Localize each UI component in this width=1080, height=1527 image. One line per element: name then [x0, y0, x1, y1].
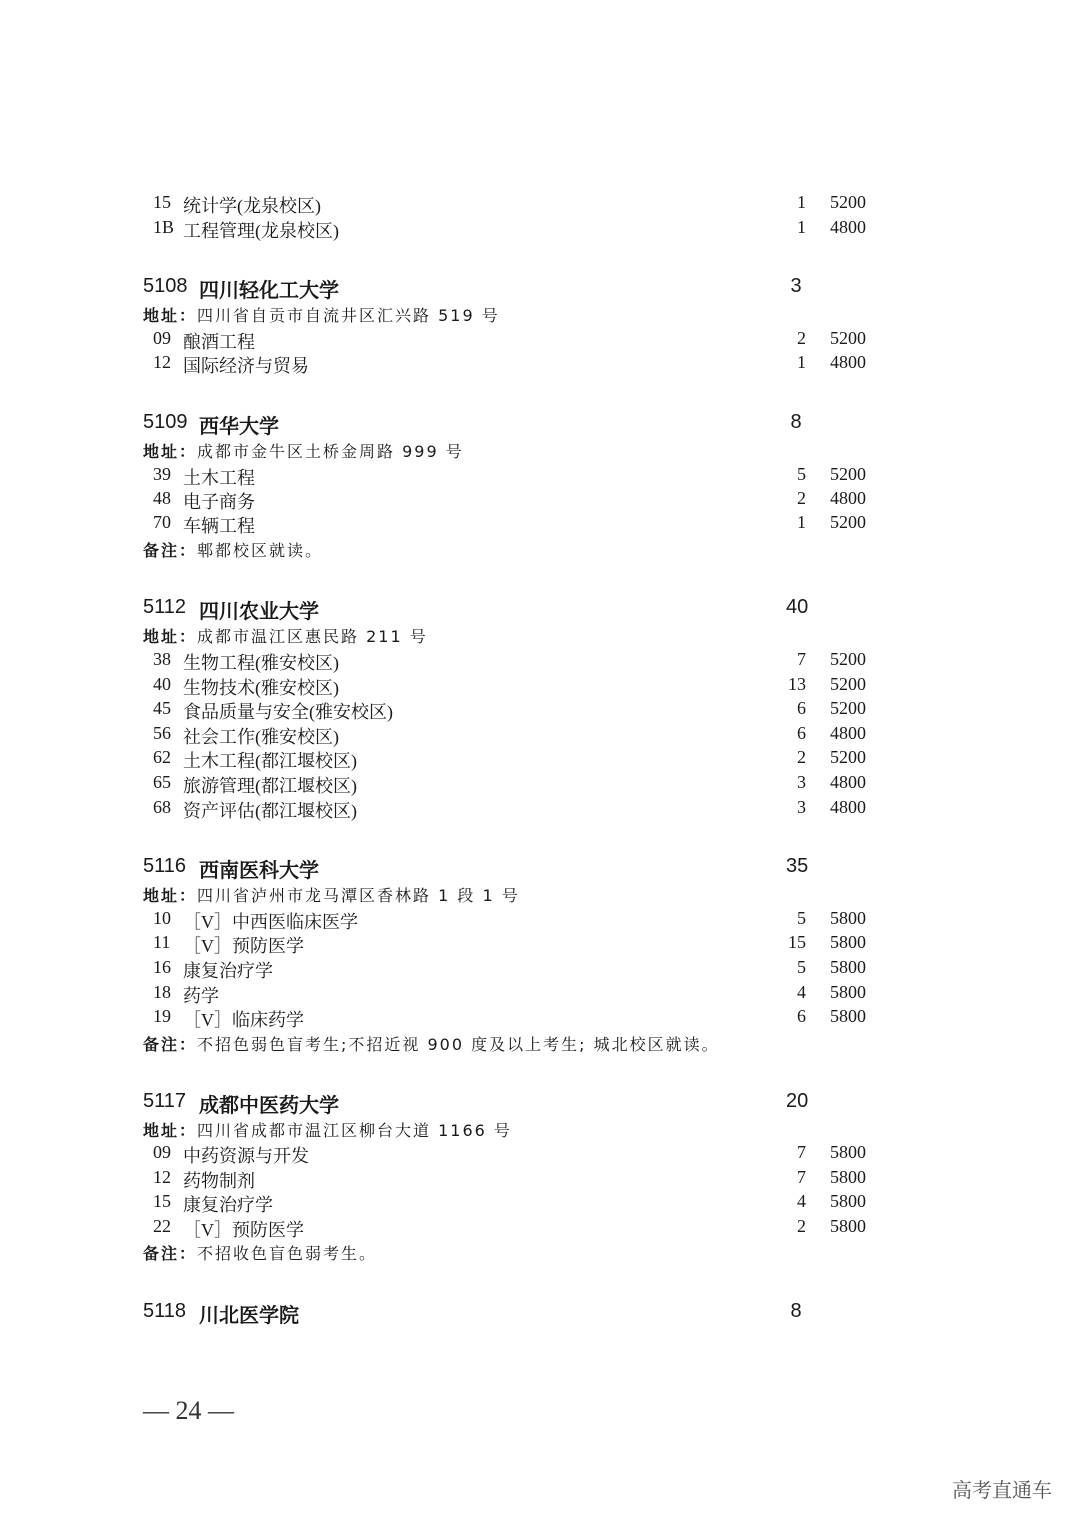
- major-count: 2: [797, 747, 806, 767]
- major-row: [0, 797, 1080, 823]
- address-label: 地址：: [143, 627, 198, 646]
- major-code: 70: [153, 512, 171, 532]
- major-name: 车辆工程: [183, 516, 255, 536]
- major-fee: 5800: [830, 1006, 866, 1026]
- major-row: [0, 512, 1080, 538]
- major-row: [0, 1167, 1080, 1193]
- institution-code: 5108: [143, 275, 188, 297]
- institution-header: [143, 1090, 943, 1120]
- institution-note: [143, 1241, 377, 1267]
- major-fee: 5800: [830, 1167, 866, 1187]
- institution-name: 西南医科大学: [199, 858, 319, 882]
- major-name: 土木工程: [183, 468, 255, 488]
- institution-header: [143, 1300, 943, 1330]
- note-text: 郫都校区就读。: [197, 541, 324, 560]
- major-row: [0, 649, 1080, 675]
- major-count: 5: [797, 957, 806, 977]
- major-count: 1: [797, 192, 806, 212]
- address-text: 成都市温江区惠民路 211 号: [197, 627, 428, 646]
- major-row: [0, 772, 1080, 798]
- major-name: 药学: [183, 986, 219, 1006]
- major-code: 38: [153, 649, 171, 669]
- institution-address: [143, 439, 464, 465]
- major-name: 生物技术(雅安校区): [183, 678, 339, 698]
- major-name: 资产评估(都江堰校区): [183, 801, 357, 821]
- major-fee: 5800: [830, 1216, 866, 1236]
- major-fee: 5800: [830, 957, 866, 977]
- major-row: [0, 908, 1080, 934]
- major-fee: 4800: [830, 352, 866, 372]
- major-count: 7: [797, 1167, 806, 1187]
- major-name: 生物工程(雅安校区): [183, 653, 339, 673]
- major-count: 1: [797, 512, 806, 532]
- major-count: 6: [797, 723, 806, 743]
- major-row: [0, 723, 1080, 749]
- institution-name: 四川轻化工大学: [199, 278, 339, 302]
- note-label: 备注：: [143, 541, 198, 560]
- major-count: 2: [797, 1216, 806, 1236]
- major-fee: 4800: [830, 772, 866, 792]
- institution-total: 3: [790, 275, 802, 297]
- major-fee: 4800: [830, 797, 866, 817]
- major-fee: 5200: [830, 512, 866, 532]
- major-row: [0, 1142, 1080, 1168]
- institution-note: [143, 1032, 720, 1058]
- major-name: 社会工作(雅安校区): [183, 727, 339, 747]
- major-fee: 4800: [830, 723, 866, 743]
- major-count: 4: [797, 982, 806, 1002]
- major-count: 1: [797, 217, 806, 237]
- major-code: 09: [153, 328, 171, 348]
- major-row: [0, 1191, 1080, 1217]
- page-number: — 24 —: [143, 1396, 234, 1425]
- major-name: 国际经济与贸易: [183, 356, 309, 376]
- major-code: 09: [153, 1142, 171, 1162]
- major-name: 工程管理(龙泉校区): [183, 221, 339, 241]
- institution-name: 西华大学: [199, 414, 279, 438]
- institution-header: [143, 275, 943, 305]
- major-count: 1: [797, 352, 806, 372]
- major-fee: 4800: [830, 217, 866, 237]
- address-label: 地址：: [143, 442, 198, 461]
- institution-header: [143, 596, 943, 626]
- major-code: 45: [153, 698, 171, 718]
- major-code: 12: [153, 1167, 171, 1187]
- major-fee: 5200: [830, 464, 866, 484]
- major-row: [0, 698, 1080, 724]
- major-code: 12: [153, 352, 171, 372]
- institution-total: 20: [786, 1090, 809, 1112]
- major-fee: 5200: [830, 674, 866, 694]
- major-row: [0, 488, 1080, 514]
- note-text: 不招色弱色盲考生;不招近视 900 度及以上考生; 城北校区就读。: [197, 1035, 720, 1054]
- major-row: [0, 464, 1080, 490]
- address-text: 成都市金牛区土桥金周路 999 号: [197, 442, 464, 461]
- major-code: 62: [153, 747, 171, 767]
- major-row: [0, 674, 1080, 700]
- major-code: 56: [153, 723, 171, 743]
- major-name: ［V］预防医学: [183, 936, 304, 956]
- major-code: 1B: [153, 217, 175, 237]
- major-count: 7: [797, 649, 806, 669]
- major-fee: 5800: [830, 982, 866, 1002]
- address-text: 四川省成都市温江区柳台大道 1166 号: [197, 1121, 512, 1140]
- address-label: 地址：: [143, 1121, 198, 1140]
- major-fee: 5200: [830, 649, 866, 669]
- major-count: 5: [797, 908, 806, 928]
- major-row: [0, 192, 1080, 218]
- major-count: 6: [797, 1006, 806, 1026]
- institution-code: 5118: [143, 1300, 187, 1322]
- major-fee: 5800: [830, 1142, 866, 1162]
- watermark: 高考直通车: [952, 1478, 1052, 1502]
- major-name: 食品质量与安全(雅安校区): [183, 702, 393, 722]
- major-code: 11: [153, 932, 171, 952]
- major-count: 3: [797, 772, 806, 792]
- major-row: [0, 352, 1080, 378]
- major-row: [0, 982, 1080, 1008]
- major-code: 15: [153, 1191, 171, 1211]
- major-code: 16: [153, 957, 171, 977]
- major-count: 13: [788, 674, 806, 694]
- institution-code: 5116: [143, 855, 187, 877]
- major-fee: 5200: [830, 747, 866, 767]
- major-fee: 5800: [830, 908, 866, 928]
- address-label: 地址：: [143, 306, 198, 325]
- major-row: [0, 957, 1080, 983]
- major-code: 22: [153, 1216, 171, 1236]
- major-name: 统计学(龙泉校区): [183, 196, 321, 216]
- major-fee: 4800: [830, 488, 866, 508]
- major-count: 6: [797, 698, 806, 718]
- major-name: 中药资源与开发: [183, 1146, 309, 1166]
- major-fee: 5200: [830, 328, 866, 348]
- major-count: 4: [797, 1191, 806, 1211]
- major-code: 68: [153, 797, 171, 817]
- major-name: ［V］临床药学: [183, 1010, 304, 1030]
- note-label: 备注：: [143, 1035, 198, 1054]
- major-count: 15: [788, 932, 806, 952]
- institution-address: [143, 1118, 512, 1144]
- note-text: 不招收色盲色弱考生。: [197, 1244, 378, 1263]
- address-label: 地址：: [143, 886, 198, 905]
- institution-total: 40: [786, 596, 809, 618]
- major-row: [0, 1216, 1080, 1242]
- institution-code: 5117: [143, 1090, 187, 1112]
- major-code: 19: [153, 1006, 171, 1026]
- major-count: 7: [797, 1142, 806, 1162]
- institution-code: 5112: [143, 596, 187, 618]
- major-name: 土木工程(都江堰校区): [183, 751, 357, 771]
- major-row: [0, 747, 1080, 773]
- major-name: 旅游管理(都江堰校区): [183, 776, 357, 796]
- major-name: 电子商务: [183, 492, 255, 512]
- major-count: 5: [797, 464, 806, 484]
- major-code: 65: [153, 772, 171, 792]
- major-fee: 5800: [830, 932, 866, 952]
- major-name: ［V］预防医学: [183, 1220, 304, 1240]
- institution-header: [143, 855, 943, 885]
- major-name: 酿酒工程: [183, 332, 255, 352]
- major-fee: 5200: [830, 698, 866, 718]
- major-name: ［V］中西医临床医学: [183, 912, 358, 932]
- institution-total: 8: [790, 1300, 802, 1322]
- major-code: 15: [153, 192, 171, 212]
- major-code: 10: [153, 908, 171, 928]
- major-code: 18: [153, 982, 171, 1002]
- major-row: [0, 328, 1080, 354]
- note-label: 备注：: [143, 1244, 198, 1263]
- major-code: 39: [153, 464, 171, 484]
- major-row: [0, 932, 1080, 958]
- institution-total: 8: [790, 411, 802, 433]
- major-code: 48: [153, 488, 171, 508]
- major-fee: 5800: [830, 1191, 866, 1211]
- institution-note: [143, 538, 323, 564]
- institution-name: 川北医学院: [199, 1303, 299, 1327]
- institution-code: 5109: [143, 411, 188, 433]
- major-name: 康复治疗学: [183, 961, 273, 981]
- major-fee: 5200: [830, 192, 866, 212]
- institution-header: [143, 411, 943, 441]
- major-count: 3: [797, 797, 806, 817]
- institution-address: [143, 883, 520, 909]
- major-code: 40: [153, 674, 171, 694]
- institution-address: [143, 624, 428, 650]
- institution-total: 35: [786, 855, 809, 877]
- address-text: 四川省自贡市自流井区汇兴路 519 号: [197, 306, 500, 325]
- major-name: 康复治疗学: [183, 1195, 273, 1215]
- institution-name: 成都中医药大学: [199, 1093, 339, 1117]
- major-row: [0, 217, 1080, 243]
- major-count: 2: [797, 488, 806, 508]
- institution-name: 四川农业大学: [199, 599, 319, 623]
- address-text: 四川省泸州市龙马潭区香林路 1 段 1 号: [197, 886, 520, 905]
- major-row: [0, 1006, 1080, 1032]
- major-count: 2: [797, 328, 806, 348]
- major-name: 药物制剂: [183, 1171, 255, 1191]
- institution-address: [143, 303, 500, 329]
